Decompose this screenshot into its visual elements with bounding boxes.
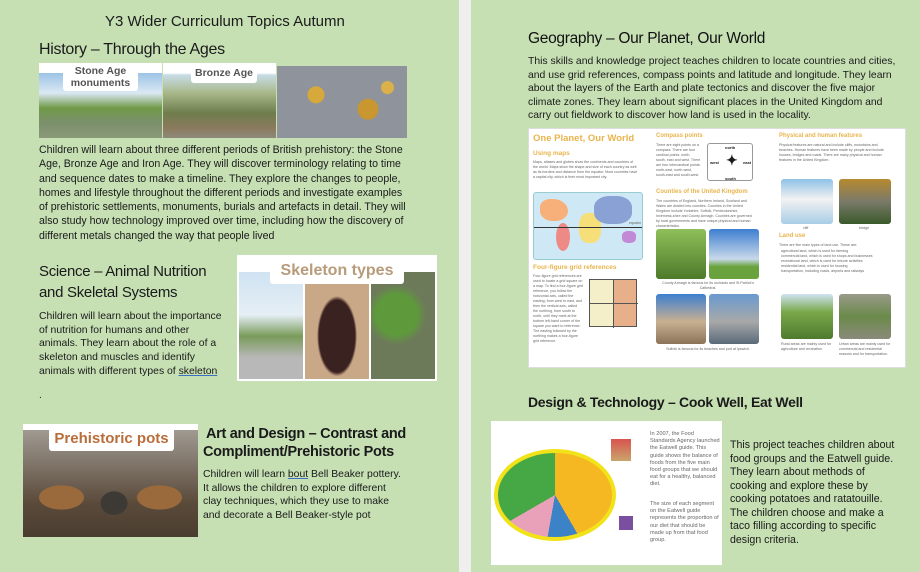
- right-page: [471, 0, 920, 572]
- land-use-list: agricultural land, which is used for farming commercial land, which is used for shops and businesses recreational land, which is used for leisure activities residential land, which is used for housing transportation, including roads, airports and railways: [781, 249, 873, 273]
- port-photo: [709, 294, 759, 344]
- eatwell-plate: [494, 449, 616, 541]
- left-page: [0, 0, 459, 572]
- rural-photo: [781, 294, 833, 339]
- fats-snacks-photo: [611, 439, 631, 461]
- poster-heading: Land use: [779, 233, 806, 239]
- dt-heading: Design & Technology – Cook Well, Eat Well: [528, 394, 803, 410]
- oils-icon: [619, 516, 633, 530]
- prehistoric-pots-label: Prehistoric pots: [49, 426, 174, 451]
- orchard-photo: [656, 229, 706, 279]
- cathedral-photo: [709, 229, 759, 279]
- poster-text: Maps, atlases and globes show the continents and countries of the world. Maps show the shape and size of each country as well as its borders and distance from the equator. Most countries have a capital city, which is their most important city.: [533, 160, 638, 179]
- science-body: Children will learn about the importance of nutrition for humans and other animals. They learn about the role of a skeleton and muscles and identify animals with different types of skeleton: [39, 311, 222, 377]
- art-body: Children will learn bout Bell Beaker pottery. It allows the children to explore different clay techniques, which they use to make and decorate a Bell Beaker-style pot: [203, 469, 401, 522]
- stone-age-label: Stone Age monuments: [63, 63, 138, 91]
- urban-photo: [839, 294, 891, 339]
- compass-star-icon: ✦: [726, 152, 738, 168]
- skeleton-types-image: [237, 255, 437, 381]
- compass-rose: north west east south ✦: [707, 143, 753, 181]
- runner-photo: [239, 272, 303, 379]
- stray-dot: .: [39, 390, 42, 401]
- poster-heading: Physical and human features: [779, 133, 863, 139]
- geography-body: This skills and knowledge project teaches children to locate countries and cities, and use grid references, compass points and latitude and longitude. They learn about the layers of the Earth and plate tectonics and discover the five major climate zones. They learn about significant places in the United Kingdom and carry out fieldwork to discover how land is used in the locality.: [528, 56, 896, 121]
- poster-text: Physical features are natural and include cliffs, mountains and beaches. Human features have been made by people and include houses, bridges and roads. There are many physical and human features in the United Kingdom.: [779, 143, 884, 162]
- poster-text: There are eight points on a compass. There are four cardinal points: north, south, east and west. There are four intercardinal points: north-east, north-west, south-east and south-west.: [656, 143, 701, 177]
- bronze-age-image: [163, 63, 276, 138]
- underlined-word: skeleton: [178, 365, 218, 377]
- bronze-age-label: Bronze Age: [191, 63, 257, 83]
- beetle-photo: [305, 272, 369, 379]
- underlined-word: bout: [287, 469, 309, 480]
- worm-photo: [371, 272, 435, 379]
- poster-heading: Counties of the United Kingdom: [656, 189, 748, 195]
- history-body: Children will learn about three different periods of British prehistory: the Stone Age, Bronze Age and Iron Age. They will discover terminology relating to time and sequence dates to make a timeline. They explore the changes to people, homes and lifestyle throughout the different periods and investigate examples of prehistoric settlements, monuments, burials and artefacts in detail. They will also study how technology improved over time, including how the discovery of different metals changed the way that people lived: [39, 144, 406, 242]
- poster-heading: Using maps: [533, 150, 570, 157]
- skeleton-types-label: Skeleton types: [270, 257, 404, 284]
- art-heading-line2: Compliment/Prehistoric Pots: [203, 444, 394, 460]
- poster-title: One Planet, Our World: [533, 133, 635, 144]
- poster-heading: Four-figure grid references: [533, 264, 617, 271]
- eatwell-guide-image: In 2007, the Food Standards Agency launched the Eatwell guide. This guide shows the balance of foods from the five main food groups that we should eat for a healthy, balanced diet. The size of each segment on the Eatwell guide represents the proportion of our diet that should be made up from that food group.: [491, 421, 722, 565]
- science-heading-line2: and Skeletal Systems: [39, 284, 178, 301]
- document-title: Y3 Wider Curriculum Topics Autumn: [105, 13, 345, 30]
- world-map: equator: [533, 192, 643, 260]
- poster-text: The countries of England, Northern Ireland, Scotland and Wales are divided into counties. Counties in the United Kingdom include Yorkshire, Suffolk, Pembrokeshire, Inverness-shire and County Armagh. Counties are governed by local governments and have unique physical and human characteristics.: [656, 199, 752, 228]
- geography-heading: Geography – Our Planet, Our World: [528, 30, 766, 47]
- art-heading-line1: Art and Design – Contrast and: [206, 426, 406, 442]
- science-heading-line1: Science – Animal Nutrition: [39, 263, 207, 280]
- geography-poster: One Planet, Our World Using maps Maps, atlases and globes show the continents and countries of the world. Maps show the shape and size of each country as well as its borders and distance from the equator. Most countries have a capital city, which is their most important city. equator Four-figure grid references Four-figure grid references are used to locate a grid square on a map. To find a four-figure grid reference, you follow the horizontal axis, called the easting, from west to east, and then the vertical axis, called the northing, from south to north, until they meet at the bottom left-hand corner of the square you want to reference. The easting followed by the northing makes a four-figure grid reference. Compass points There are eight points on a compass. There are four cardinal points: north, south, east and west. There are four intercardinal points: north-east, north-west, south-east and south-west. north west east south ✦ Counties of the United Kingdom The countries of England, Northern Ireland, Scotland and Wales are divided into counties. Counties in the United Kingdom include Yorkshire, Suffolk, Pembrokeshire, Inverness-shire and County Armagh. Counties are governed by local governments and have unique physical and human characteristics. County Armagh is famous for its orchards and St Patrick's Cathedral. Suffolk is famous for its beaches and port at Ipswich. Physical and human features Physical features are natural and include cliffs, mountains and beaches. Human features have been made by people and include houses, bridges and roads. There are many physical and human features in the United Kingdom. cliff bridge Land use There are five main types of land use. These are: agricultural land, which is used for farming commercial land, which is used for shops and businesses recreational land, which is used for leisure activities residential land, which is used for housing transportation, including roads, airports and railways Rural areas are mainly used for agriculture and recreation. Urban areas are mainly used for commercial and residential reasons and for transportation.: [528, 128, 906, 368]
- dt-body: This project teaches children about food groups and the Eatwell guide. They learn about methods of cooking and explore these by cooking potatoes and ratatouille. The children choose and make a taco filling according to specific design criteria.: [730, 439, 895, 546]
- bridge-photo: [839, 179, 891, 224]
- stone-age-image: [39, 63, 162, 138]
- history-heading: History – Through the Ages: [39, 41, 225, 58]
- gold-artefacts-image: [277, 66, 407, 138]
- prehistoric-pots-image: [23, 424, 198, 537]
- poster-heading: Compass points: [656, 133, 703, 139]
- grid-map: [589, 279, 637, 327]
- poster-text: Four-figure grid references are used to locate a grid square on a map. To find a four-figure grid reference, you follow the horizontal axis, called the easting, from west to east, and then the vertical axis, called the northing, from south to north, until they meet at the bottom left-hand corner of the square you want to reference. The easting followed by the northing makes a four-figure grid reference.: [533, 274, 583, 343]
- cliff-photo: [781, 179, 833, 224]
- beach-photo: [656, 294, 706, 344]
